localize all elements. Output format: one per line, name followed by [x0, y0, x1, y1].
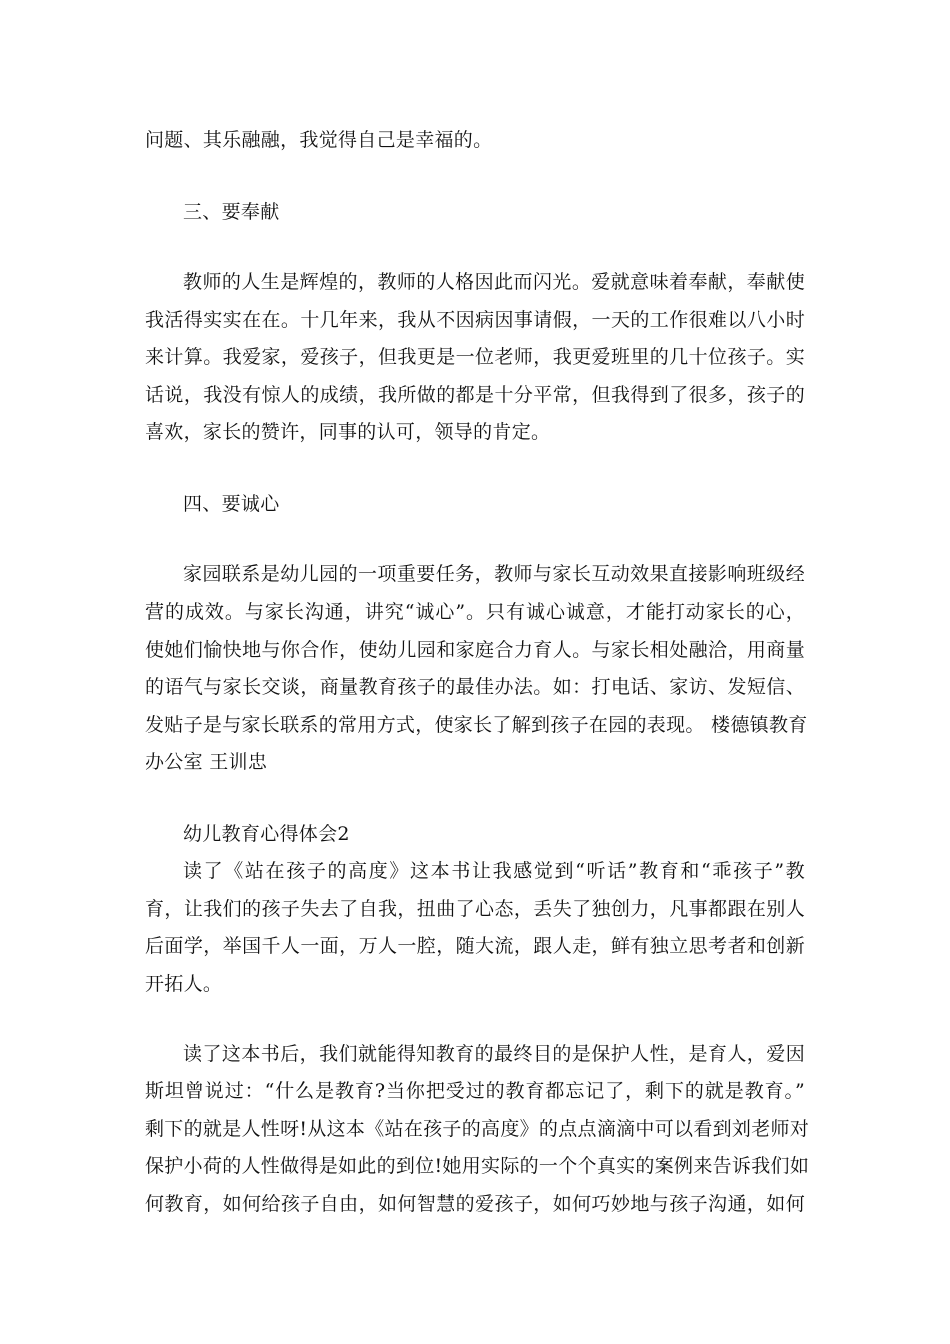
- section-heading: 三、要奉献: [183, 201, 280, 223]
- paragraph-line: 育，让我们的孩子失去了自我，扭曲了心态，丢失了独创力，凡事都跟在别人: [145, 898, 805, 920]
- paragraph-line: 来计算。我爱家，爱孩子，但我更是一位老师，我更爱班里的几十位孩子。实: [145, 346, 805, 368]
- paragraph-line: 的语气与家长交谈，商量教育孩子的最佳办法。如：打电话、家访、发短信、: [145, 676, 805, 698]
- paragraph-line: 发贴子是与家长联系的常用方式，使家长了解到孩子在园的表现。 楼德镇教育: [145, 714, 808, 736]
- paragraph-line: 读了《站在孩子的高度》这本书让我感觉到“听话”教育和“乖孩子”教: [183, 860, 805, 882]
- paragraph-line: 营的成效。与家长沟通，讲究“诚心”。只有诚心诚意，才能打动家长的心，: [145, 601, 805, 623]
- paragraph-line: 喜欢，家长的赞许，同事的认可，领导的肯定。: [145, 421, 551, 443]
- paragraph-line: 我活得实实在在。十几年来，我从不因病因事请假，一天的工作很难以八小时: [145, 309, 805, 331]
- article-title: 幼儿教育心得体会2: [183, 823, 350, 845]
- paragraph-line: 剩下的就是人性呀!从这本《站在孩子的高度》的点点滴滴中可以看到刘老师对: [145, 1118, 810, 1140]
- paragraph-line: 何教育，如何给孩子自由，如何智慧的爱孩子，如何巧妙地与孩子沟通，如何: [145, 1193, 805, 1215]
- paragraph-line: 使她们愉快地与你合作，使幼儿园和家庭合力育人。与家长相处融洽，用商量: [145, 639, 805, 661]
- paragraph-line: 话说，我没有惊人的成绩，我所做的都是十分平常，但我得到了很多，孩子的: [145, 384, 805, 406]
- paragraph-line: 家园联系是幼儿园的一项重要任务，教师与家长互动效果直接影响班级经: [183, 563, 805, 585]
- paragraph-line: 开拓人。: [145, 973, 223, 995]
- paragraph-line: 办公室 王训忠: [145, 751, 268, 773]
- section-heading: 四、要诚心: [183, 493, 280, 515]
- paragraph-line: 教师的人生是辉煌的，教师的人格因此而闪光。爱就意味着奉献，奉献使: [183, 271, 805, 293]
- paragraph-line: 问题、其乐融融，我觉得自己是幸福的。: [145, 129, 493, 151]
- paragraph-line: 斯坦曾说过：“什么是教育?当你把受过的教育都忘记了，剩下的就是教育。”: [145, 1080, 805, 1102]
- paragraph-line: 后面学，举国千人一面，万人一腔，随大流，跟人走，鲜有独立思考者和创新: [145, 935, 805, 957]
- paragraph-line: 读了这本书后，我们就能得知教育的最终目的是保护人性，是育人，爱因: [183, 1043, 805, 1065]
- paragraph-line: 保护小荷的人性做得是如此的到位!她用实际的一个个真实的案例来告诉我们如: [145, 1155, 810, 1177]
